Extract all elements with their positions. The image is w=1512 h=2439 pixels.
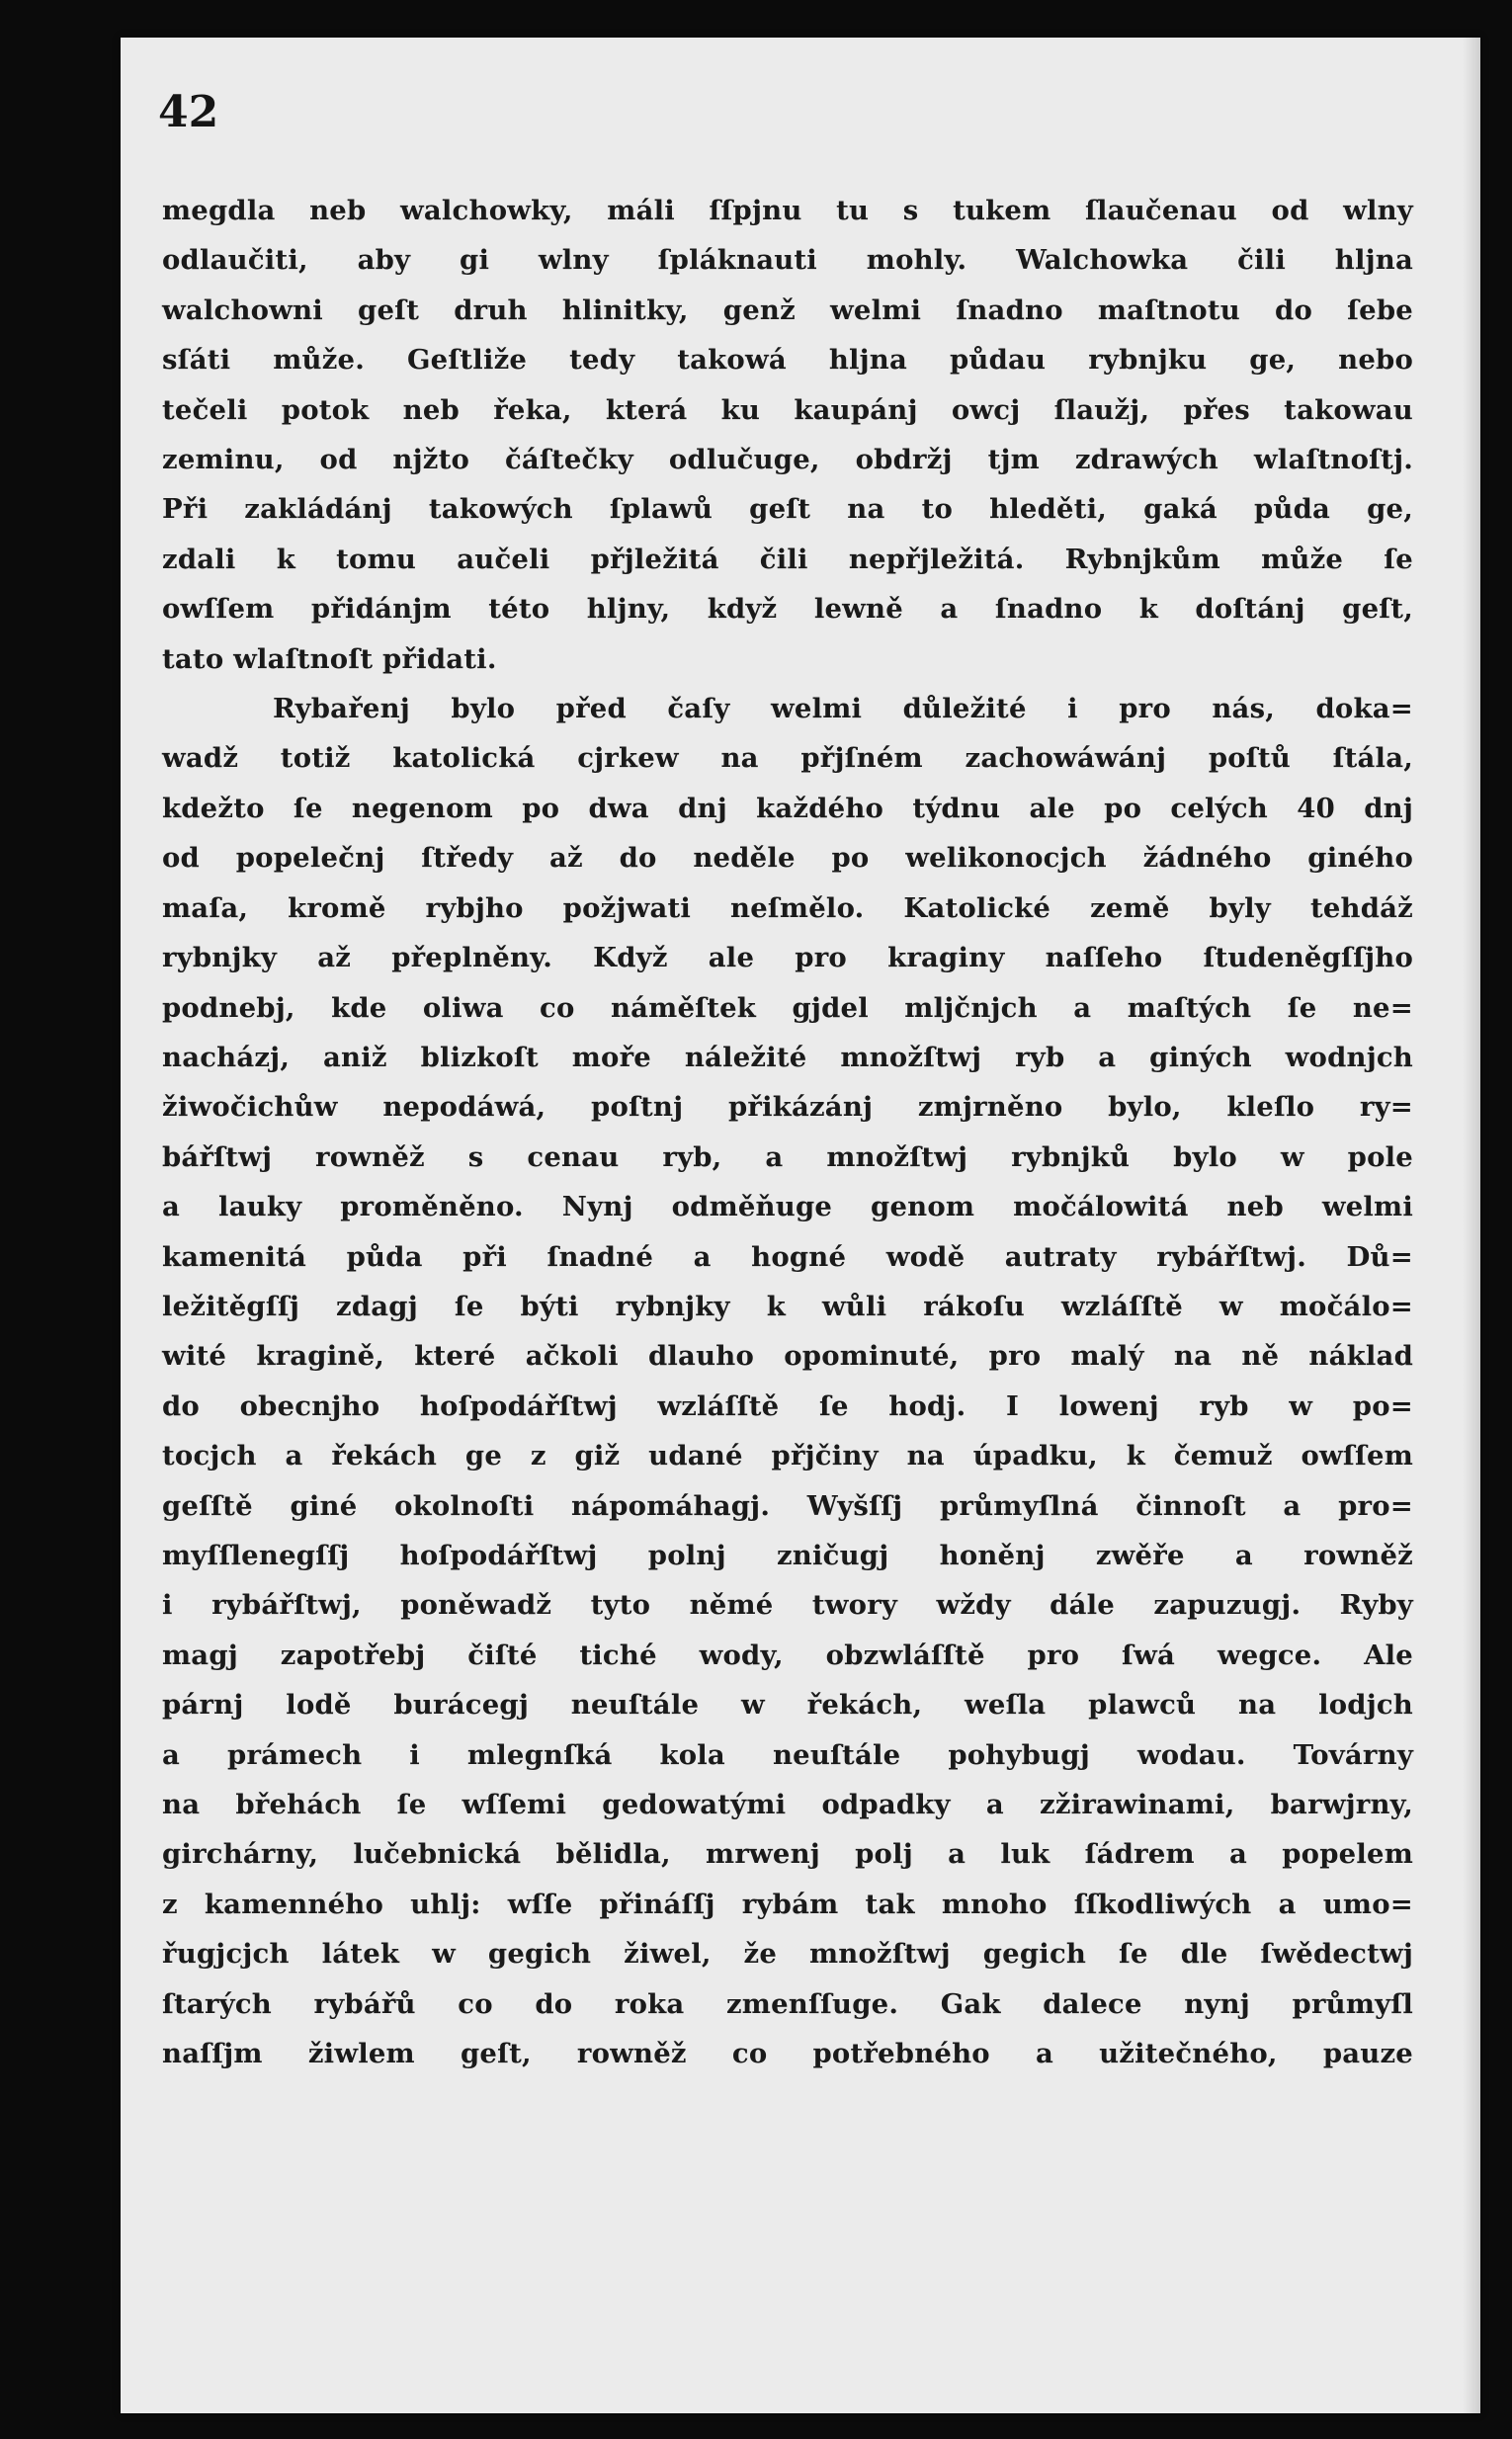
text-line: zeminu, od njžto čáſtečky odlučuge, obdržj tjm zdrawých wlaſtnoſtj.	[162, 444, 1413, 476]
text-line: do obecnjho hoſpodářſtwj wzláſſtě ſe hodj. I lowenj ryb w po=	[162, 1389, 1413, 1422]
book-page	[121, 38, 1480, 2413]
text-line: a lauky proměněno. Nynj odměňuge genom močálowitá neb welmi	[162, 1191, 1413, 1223]
text-line: i rybářſtwj, poněwadž tyto němé twory wždy dále zapuzugj. Ryby	[162, 1589, 1413, 1622]
text-line: magj zapotřebj čiſté tiché wody, obzwláſſtě pro ſwá wegce. Ale	[162, 1639, 1413, 1671]
text-line: a prámech i mlegnſká kola neuſtále pohybugj wodau. Továrny	[162, 1738, 1413, 1771]
text-line: na břehách ſe wſſemi gedowatými odpadky a zžirawinami, barwjrny,	[162, 1789, 1413, 1820]
text-line: řugjcjch látek w gegich žiwel, že množſtwj gegich ſe dle ſwědectwj	[162, 1938, 1413, 1971]
text-line: rybnjky až přeplněny. Když ale pro kraginy naſſeho ſtudeněgſſjho	[162, 942, 1413, 974]
text-line: myſſlenegſſj hoſpodářſtwj polnj zničugj honěnj zwěře a rowněž	[162, 1539, 1413, 1571]
text-line: bářſtwj rowněž s cenau ryb, a množſtwj rybnjků bylo w pole	[162, 1140, 1413, 1173]
text-line: naſſjm žiwlem geſt, rowněž co potřebného a užitečného, pauze	[162, 2038, 1413, 2070]
text-line: megdla neb walchowky, máli ſſpjnu tu s tukem ſlaučenau od wlny	[162, 195, 1413, 226]
page-edge-shadow	[1463, 38, 1480, 2413]
paragraph-2	[162, 684, 1413, 2078]
text-line: Rybařenj bylo před čaſy welmi důležité i pro nás, doka=	[273, 693, 1413, 725]
text-line: walchowni geſt druh hlinitky, genž welmi ſnadno maſtnotu do ſebe	[162, 294, 1413, 326]
text-line: geſſtě giné okolnoſti nápomáhagj. Wyšſſj průmyſlná činnoſt a pro=	[162, 1489, 1413, 1522]
text-line: owſſem přidánjm této hljny, když lewně a ſnadno k doſtánj geſt,	[162, 593, 1413, 626]
text-line: odlaučiti, aby gi wlny ſpláknauti mohly. Walchowka čili hljna	[162, 244, 1413, 277]
text-line: od popelečnj ſtředy až do neděle po welikonocjch žádného giného	[162, 842, 1413, 875]
text-line: nacházj, aniž blizkoſt moře náležité množſtwj ryb a giných wodnjch	[162, 1041, 1413, 1073]
text-line: párnj lodě burácegj neuſtále w řekách, weſla plawců na lodjch	[162, 1689, 1413, 1722]
text-line: ležitěgſſj zdagj ſe býti rybnjky k wůli rákoſu wzláſſtě w močálo=	[162, 1290, 1413, 1322]
text-line: wité kragině, které ačkoli dlauho opominuté, pro malý na ně náklad	[162, 1340, 1413, 1373]
text-line: kdežto ſe negenom po dwa dnj každého týdnu ale po celých 40 dnj	[162, 792, 1413, 824]
paragraph-1	[162, 186, 1413, 684]
page-number: 42	[158, 87, 219, 137]
text-line: sſáti může. Geſtliže tedy takowá hljna půdau rybnjku ge, nebo	[162, 344, 1413, 377]
text-line: podnebj, kde oliwa co náměſtek gjdel mljčnjch a maſtých ſe ne=	[162, 991, 1413, 1024]
text-line: wadž totiž katolická cjrkew na přjſném zachowáwánj poſtů ſtála,	[162, 742, 1413, 775]
text-line: tocjch a řekách ge z giž udané přjčiny na úpadku, k čemuž owſſem	[162, 1440, 1413, 1472]
text-line: Při zakládánj takowých ſplawů geſt na to hleděti, gaká půda ge,	[162, 493, 1413, 526]
text-line: tečeli potok neb řeka, která ku kaupánj owcj ſlaužj, přes takowau	[162, 393, 1413, 426]
text-line: tato wlaſtnoſt přidati.	[162, 642, 497, 675]
text-line: maſa, kromě rybjho požjwati neſmělo. Katolické země byly tehdáž	[162, 891, 1413, 924]
text-line: z kamenného uhlj: wſſe přináſſj rybám tak mnoho ſſkodliwých a umo=	[162, 1888, 1413, 1920]
text-line: žiwočichůw nepodáwá, poſtnj přikázánj zmjrněno bylo, kleſlo ry=	[162, 1091, 1413, 1124]
body-text	[162, 186, 1413, 2078]
text-line: ſtarých rybářů co do roka zmenſſuge. Gak dalece nynj průmyſl	[162, 1987, 1413, 2020]
text-line: girchárny, lučebnická bělidla, mrwenj polj a luk ſádrem a popelem	[162, 1838, 1413, 1871]
text-line: kamenitá půda při ſnadné a hogné wodě autraty rybářſtwj. Dů=	[162, 1240, 1413, 1273]
text-line: zdali k tomu aučeli přjležitá čili nepřjležitá. Rybnjkům může ſe	[162, 543, 1413, 575]
